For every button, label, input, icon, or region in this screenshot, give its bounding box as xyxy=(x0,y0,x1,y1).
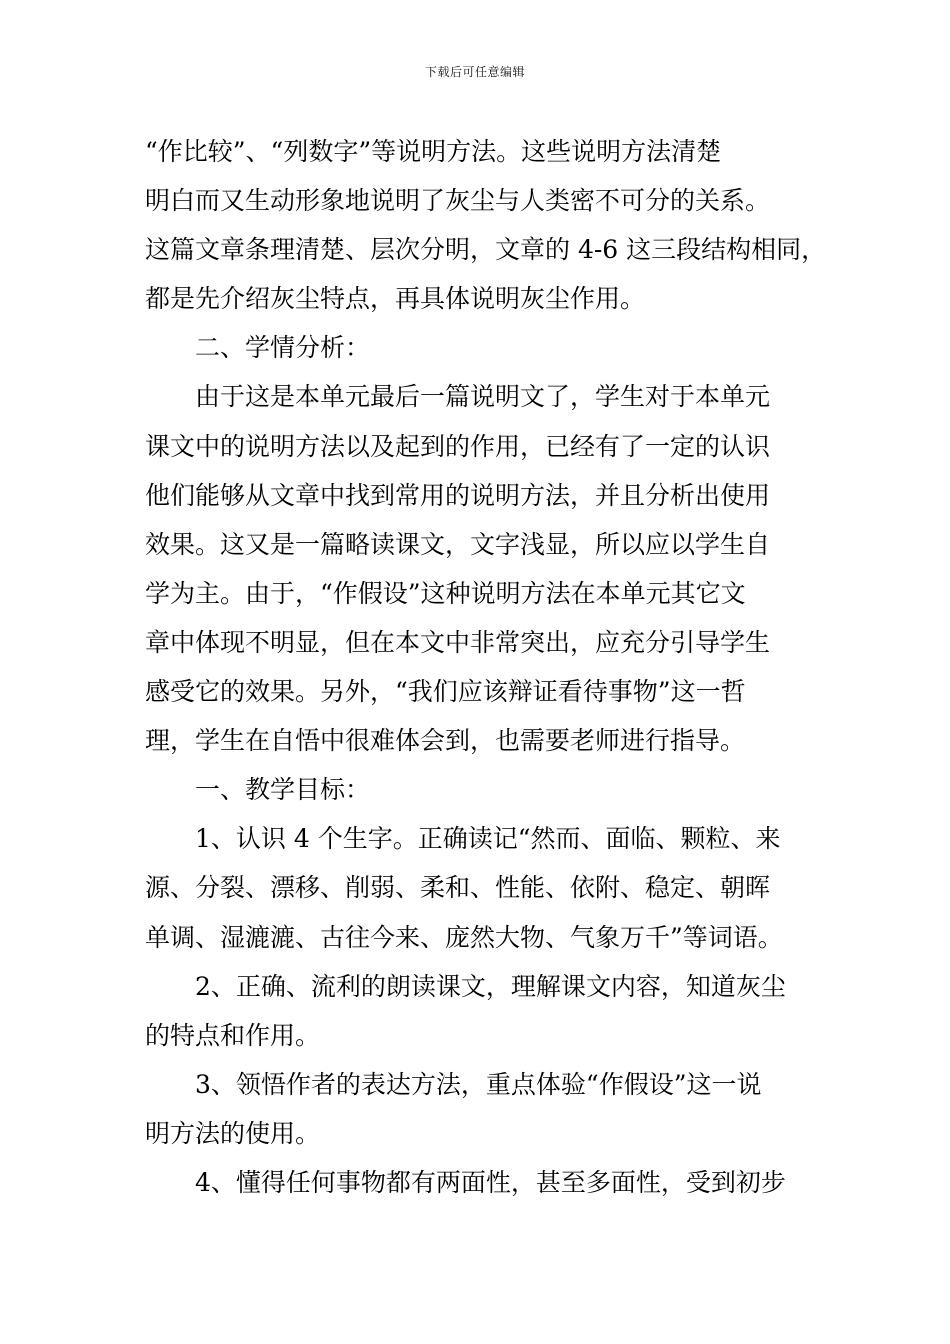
body-line: 由于这是本单元最后一篇说明文了，学生对于本单元 xyxy=(195,382,771,412)
document-body xyxy=(145,127,825,1207)
goal-item-4: 4、懂得任何事物都有两面性，甚至多面性，受到初步 xyxy=(195,1167,786,1197)
body-line: 效果。这又是一篇略读课文，文字浅显，所以应以学生自 xyxy=(145,529,771,559)
body-line: 他们能够从文章中找到常用的说明方法，并且分析出使用 xyxy=(145,480,771,510)
body-line: 源、分裂、漂移、削弱、柔和、性能、依附、稳定、朝晖 xyxy=(145,873,771,903)
body-line: 章中体现不明显，但在本文中非常突出，应充分引导学生 xyxy=(145,627,771,657)
body-line: 明白而又生动形象地说明了灰尘与人类密不可分的关系。 xyxy=(145,186,771,216)
body-line: 感受它的效果。另外，“我们应该辩证看待事物”这一哲 xyxy=(145,677,746,707)
body-line: “作比较”、“列数字”等说明方法。这些说明方法清楚 xyxy=(145,137,722,166)
body-line: 的特点和作用。 xyxy=(145,1020,321,1050)
body-line: 都是先介绍灰尘特点，再具体说明灰尘作用。 xyxy=(145,284,646,314)
goal-item-3: 3、领悟作者的表达方法，重点体验“作假设”这一说 xyxy=(195,1069,762,1099)
section-heading-learning-analysis: 二、学情分析： xyxy=(195,333,371,363)
section-heading-teaching-goals: 一、教学目标： xyxy=(195,775,371,805)
body-line: 这篇文章条理清楚、层次分明，文章的 4-6 这三段结构相同， xyxy=(145,235,827,265)
body-line: 明方法的使用。 xyxy=(145,1118,321,1148)
page-header: 下载后可任意编辑 xyxy=(424,65,525,79)
body-line: 单调、湿漉漉、古往今来、庞然大物、气象万千”等词语。 xyxy=(145,922,783,952)
body-line: 课文中的说明方法以及起到的作用，已经有了一定的认识 xyxy=(145,431,771,461)
body-line: 学为主。由于，“作假设”这种说明方法在本单元其它文 xyxy=(145,578,746,608)
goal-item-1: 1、认识 4 个生字。正确读记“然而、面临、颗粒、来 xyxy=(195,824,781,854)
body-line: 理，学生在自悟中很难体会到，也需要老师进行指导。 xyxy=(145,726,746,756)
goal-item-2: 2、正确、流利的朗读课文，理解课文内容，知道灰尘 xyxy=(195,971,786,1001)
